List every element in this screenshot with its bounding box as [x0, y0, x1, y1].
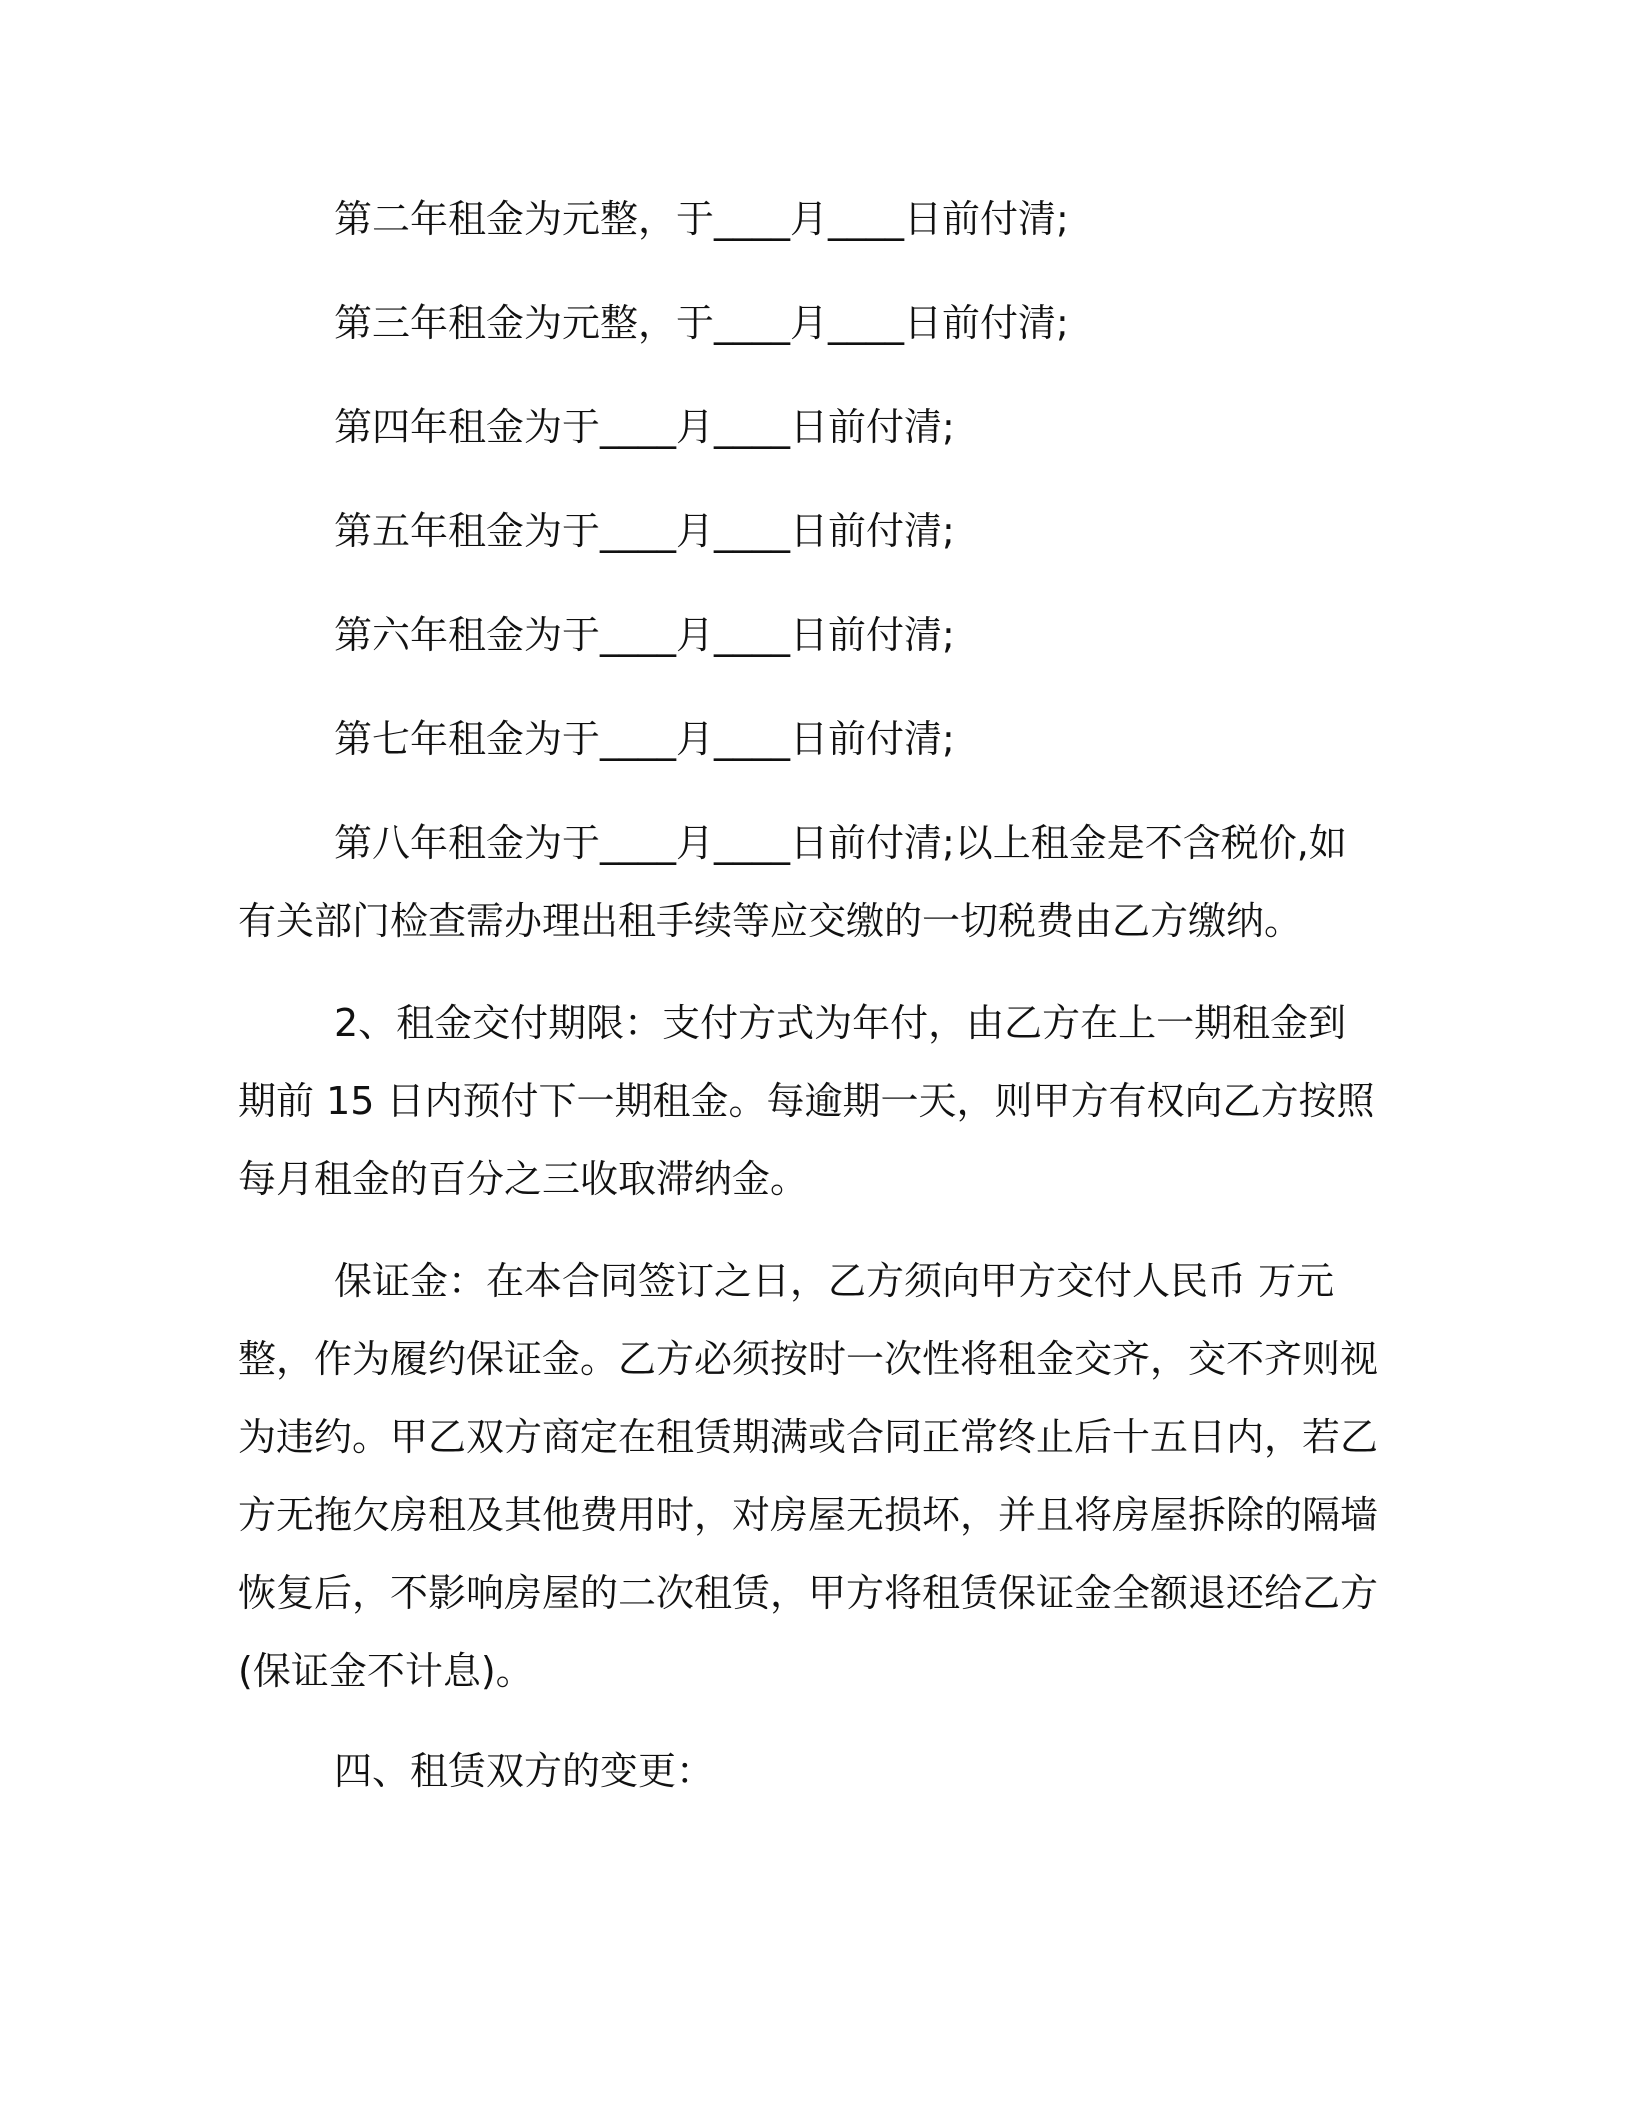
rent-year-5-paragraph: 第五年租金为于____月____日前付清;: [334, 509, 955, 553]
rent-year-4-paragraph: 第四年租金为于____月____日前付清;: [334, 405, 955, 449]
rent-year-7-paragraph: 第七年租金为于____月____日前付清;: [334, 717, 955, 761]
payment-terms-paragraph: 2、租金交付期限：支付方式为年付，由乙方在上一期租金到期前 15 日内预付下一期租金。每逾期一天，则甲方有权向乙方按照每月租金的百分之三收取滞纳金。: [238, 1001, 1375, 1201]
rent-year-8-paragraph: 第八年租金为于____月____日前付清;以上租金是不含税价,如有关部门检查需办理出租手续等应交缴的一切税费由乙方缴纳。: [238, 821, 1347, 943]
section-heading-lease-changes: 四、租赁双方的变更：: [334, 1749, 715, 1793]
deposit-paragraph: 保证金：在本合同签订之日，乙方须向甲方交付人民币 万元整，作为履约保证金。乙方必须按时一次性将租金交齐，交不齐则视为违约。甲乙双方商定在租赁期满或合同正常终止后十五日内，若乙方无拖欠房租及其他费用时，对房屋无损坏，并且将房屋拆除的隔墙恢复后，不影响房屋的二次租赁，甲方将租赁保证金全额退还给乙方(保证金不计息)。: [238, 1259, 1379, 1693]
rent-year-6-paragraph: 第六年租金为于____月____日前付清;: [334, 613, 955, 657]
rent-year-3-paragraph: 第三年租金为元整，于____月____日前付清;: [334, 301, 1069, 345]
rent-year-2-paragraph: 第二年租金为元整，于____月____日前付清;: [334, 197, 1069, 241]
